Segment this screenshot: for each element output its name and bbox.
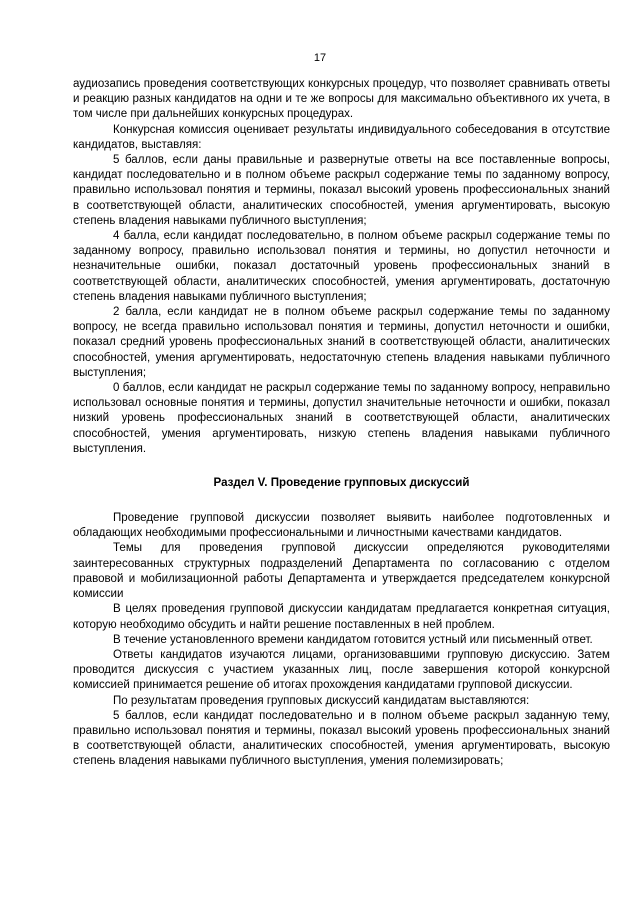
paragraph: 2 балла, если кандидат не в полном объеме раскрыл содержание темы по заданному вопросу, не всегда правильно использовал понятия и термины, допустил неточности и ошибки, показал средний уровень профессиональных знаний в соответствующей области, аналитических способностей, умения аргументировать, недостаточную степень владения навыками публичного выступления; [73,306,610,379]
paragraph: 5 баллов, если даны правильные и развернутые ответы на все поставленные вопросы, кандидат последовательно и в полном объеме раскрыл содержание темы по заданному вопросу, правильно использовал понятия и термины, показал высокий уровень профессиональных знаний в соответствующей области, аналитических способностей, умения аргументировать, высокую степень владения навыками публичного выступления; [73,154,610,227]
paragraph: Ответы кандидатов изучаются лицами, организовавшими групповую дискуссию. Затем проводится дискуссия с участием указанных лиц, после завершения которой конкурсной комиссией принимается решение об итогах прохождения кандидатами групповой дискуссии. [73,648,610,692]
paragraph: 0 баллов, если кандидат не раскрыл содержание темы по заданному вопросу, неправильно использовал основные понятия и термины, допустил значительные неточности и ошибки, показал низкий уровень профессиональных знаний в соответствующей области, аналитических способностей, умения аргументировать, низкую степень владения навыками публичного выступления. [73,382,610,455]
section-heading: Раздел V. Проведение групповых дискуссий [213,477,470,490]
paragraph: аудиозапись проведения соответствующих конкурсных процедур, что позволяет сравнивать ответы и реакцию разных кандидатов на одни и те же вопросы для максимально объективного их учета, в том числе при дальнейших конкурсных процедурах. [73,78,610,121]
paragraph: 4 балла, если кандидат последовательно, в полном объеме раскрыл содержание темы по заданному вопросу, правильно использовал понятия и термины, но допустил неточности и незначительные ошибки, показал достаточный уровень профессиональных знаний в соответствующей области, аналитических способностей, умения аргументировать, достаточную степень владения навыками публичного выступления; [73,230,610,303]
page-number: 17 [313,52,327,64]
paragraph: В целях проведения групповой дискуссии кандидатам предлагается конкретная ситуация, которую необходимо обсудить и найти решение поставленных в ней проблем. [73,603,610,631]
paragraph: Темы для проведения групповой дискуссии определяются руководителями заинтересованных структурных подразделений Департамента по согласованию с отделом правовой и мобилизационной работы Департамента и утверждается председателем конкурсной комиссии [73,542,610,601]
paragraph: По результатам проведения групповых дискуссий кандидатам выставляются: [113,694,530,707]
paragraph: Конкурсная комиссия оценивает результаты индивидуального собеседования в отсутствие кандидатов, выставляя: [73,123,610,151]
paragraph: Проведение групповой дискуссии позволяет выявить наиболее подготовленных и обладающих необходимыми профессиональными и личностными качествами кандидатов. [73,512,610,540]
document-body [73,77,610,770]
paragraph: 5 баллов, если кандидат последовательно и в полном объеме раскрыл заданную тему, правильно использовал понятия и термины, показал высокий уровень профессиональных знаний в соответствующей области, аналитических способностей, умения аргументировать, высокую степень владения навыками публичного выступления, умения полемизировать; [73,709,610,768]
paragraph: В течение установленного времени кандидатом готовится устный или письменный ответ. [113,633,593,646]
